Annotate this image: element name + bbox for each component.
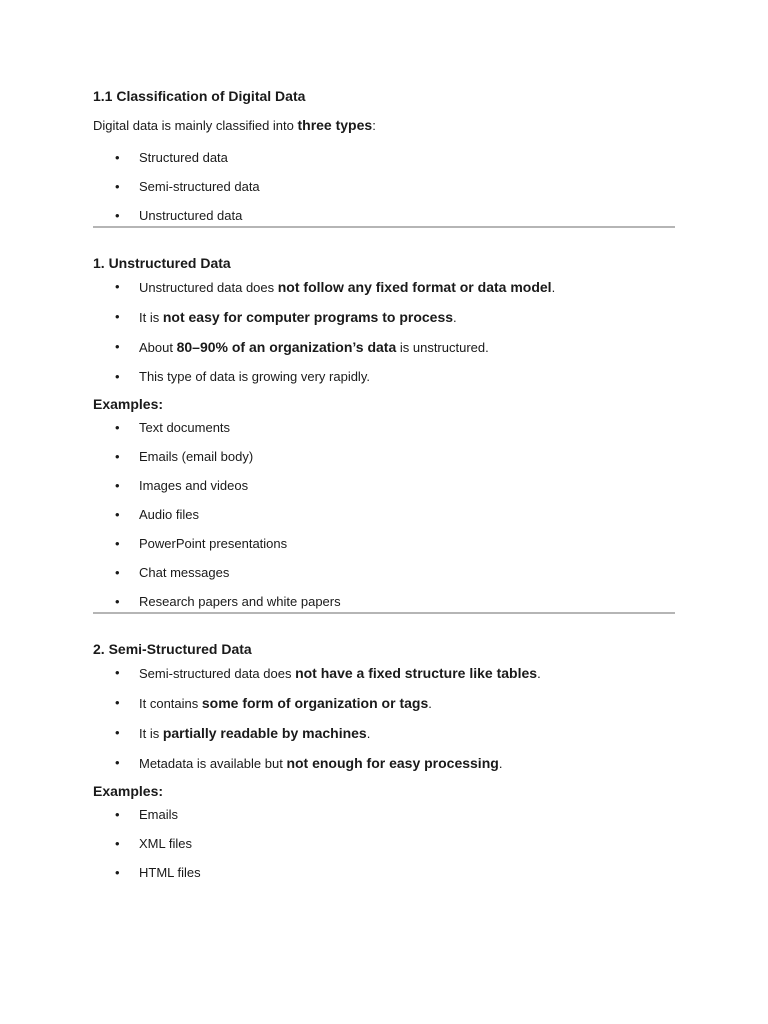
list-item: • Audio files bbox=[93, 505, 675, 525]
list-item: • About 80–90% of an organization’s data is unstructured. bbox=[115, 339, 489, 355]
bullet-icon: • bbox=[115, 279, 120, 294]
unstructured-heading: 1. Unstructured Data bbox=[93, 255, 231, 271]
list-item: • Chat messages bbox=[93, 563, 675, 583]
list-item: • Emails bbox=[93, 805, 675, 825]
list-item: • This type of data is growing very rapidly. bbox=[93, 367, 675, 387]
bullet-icon: • bbox=[115, 208, 120, 223]
list-item: • Unstructured data bbox=[93, 206, 675, 226]
bullet-icon: • bbox=[115, 594, 120, 609]
semi-structured-points-list bbox=[93, 663, 675, 774]
bullet-icon: • bbox=[115, 807, 120, 822]
data-types-list bbox=[93, 148, 675, 226]
list-item: • It is not easy for computer programs to process. bbox=[115, 309, 457, 325]
list-item: • Metadata is available but not enough for easy processing. bbox=[115, 755, 503, 771]
classification-heading: 1.1 Classification of Digital Data bbox=[93, 88, 306, 104]
bullet-icon: • bbox=[115, 179, 120, 194]
bullet-icon: • bbox=[115, 665, 120, 680]
bullet-icon: • bbox=[115, 478, 120, 493]
three-types-emphasis: three types bbox=[297, 117, 373, 133]
bullet-icon: • bbox=[115, 865, 120, 880]
list-item: • It is partially readable by machines. bbox=[115, 725, 371, 741]
unstructured-examples-list bbox=[93, 418, 675, 612]
list-item: • Research papers and white papers bbox=[93, 592, 675, 612]
list-item: • Structured data bbox=[93, 148, 675, 168]
list-item: • Semi-structured data bbox=[93, 177, 675, 197]
bullet-icon: • bbox=[115, 565, 120, 580]
document-content bbox=[93, 86, 675, 883]
unstructured-points-list bbox=[93, 277, 675, 387]
bullet-icon: • bbox=[115, 695, 120, 710]
bullet-icon: • bbox=[115, 339, 120, 354]
bullet-icon: • bbox=[115, 309, 120, 324]
section-divider bbox=[93, 612, 675, 614]
bullet-icon: • bbox=[115, 449, 120, 464]
list-item: • Emails (email body) bbox=[93, 447, 675, 467]
list-item: • PowerPoint presentations bbox=[93, 534, 675, 554]
bullet-icon: • bbox=[115, 507, 120, 522]
semi-structured-examples-label: Examples: bbox=[93, 783, 164, 799]
section-divider bbox=[93, 226, 675, 228]
classification-intro: Digital data is mainly classified into three types: bbox=[93, 117, 376, 133]
semi-structured-heading: 2. Semi-Structured Data bbox=[93, 641, 252, 657]
list-item: • Text documents bbox=[93, 418, 675, 438]
bullet-icon: • bbox=[115, 755, 120, 770]
bullet-icon: • bbox=[115, 150, 120, 165]
bullet-icon: • bbox=[115, 536, 120, 551]
list-item: • Semi-structured data does not have a fixed structure like tables. bbox=[115, 665, 541, 681]
list-item: • It contains some form of organization or tags. bbox=[115, 695, 432, 711]
semi-structured-examples-list bbox=[93, 805, 675, 883]
list-item: • Unstructured data does not follow any fixed format or data model. bbox=[115, 279, 556, 295]
list-item: • Images and videos bbox=[93, 476, 675, 496]
bullet-icon: • bbox=[115, 420, 120, 435]
bullet-icon: • bbox=[115, 836, 120, 851]
unstructured-examples-label: Examples: bbox=[93, 396, 164, 412]
list-item: • HTML files bbox=[93, 863, 675, 883]
bullet-icon: • bbox=[115, 369, 120, 384]
list-item: • XML files bbox=[93, 834, 675, 854]
bullet-icon: • bbox=[115, 725, 120, 740]
